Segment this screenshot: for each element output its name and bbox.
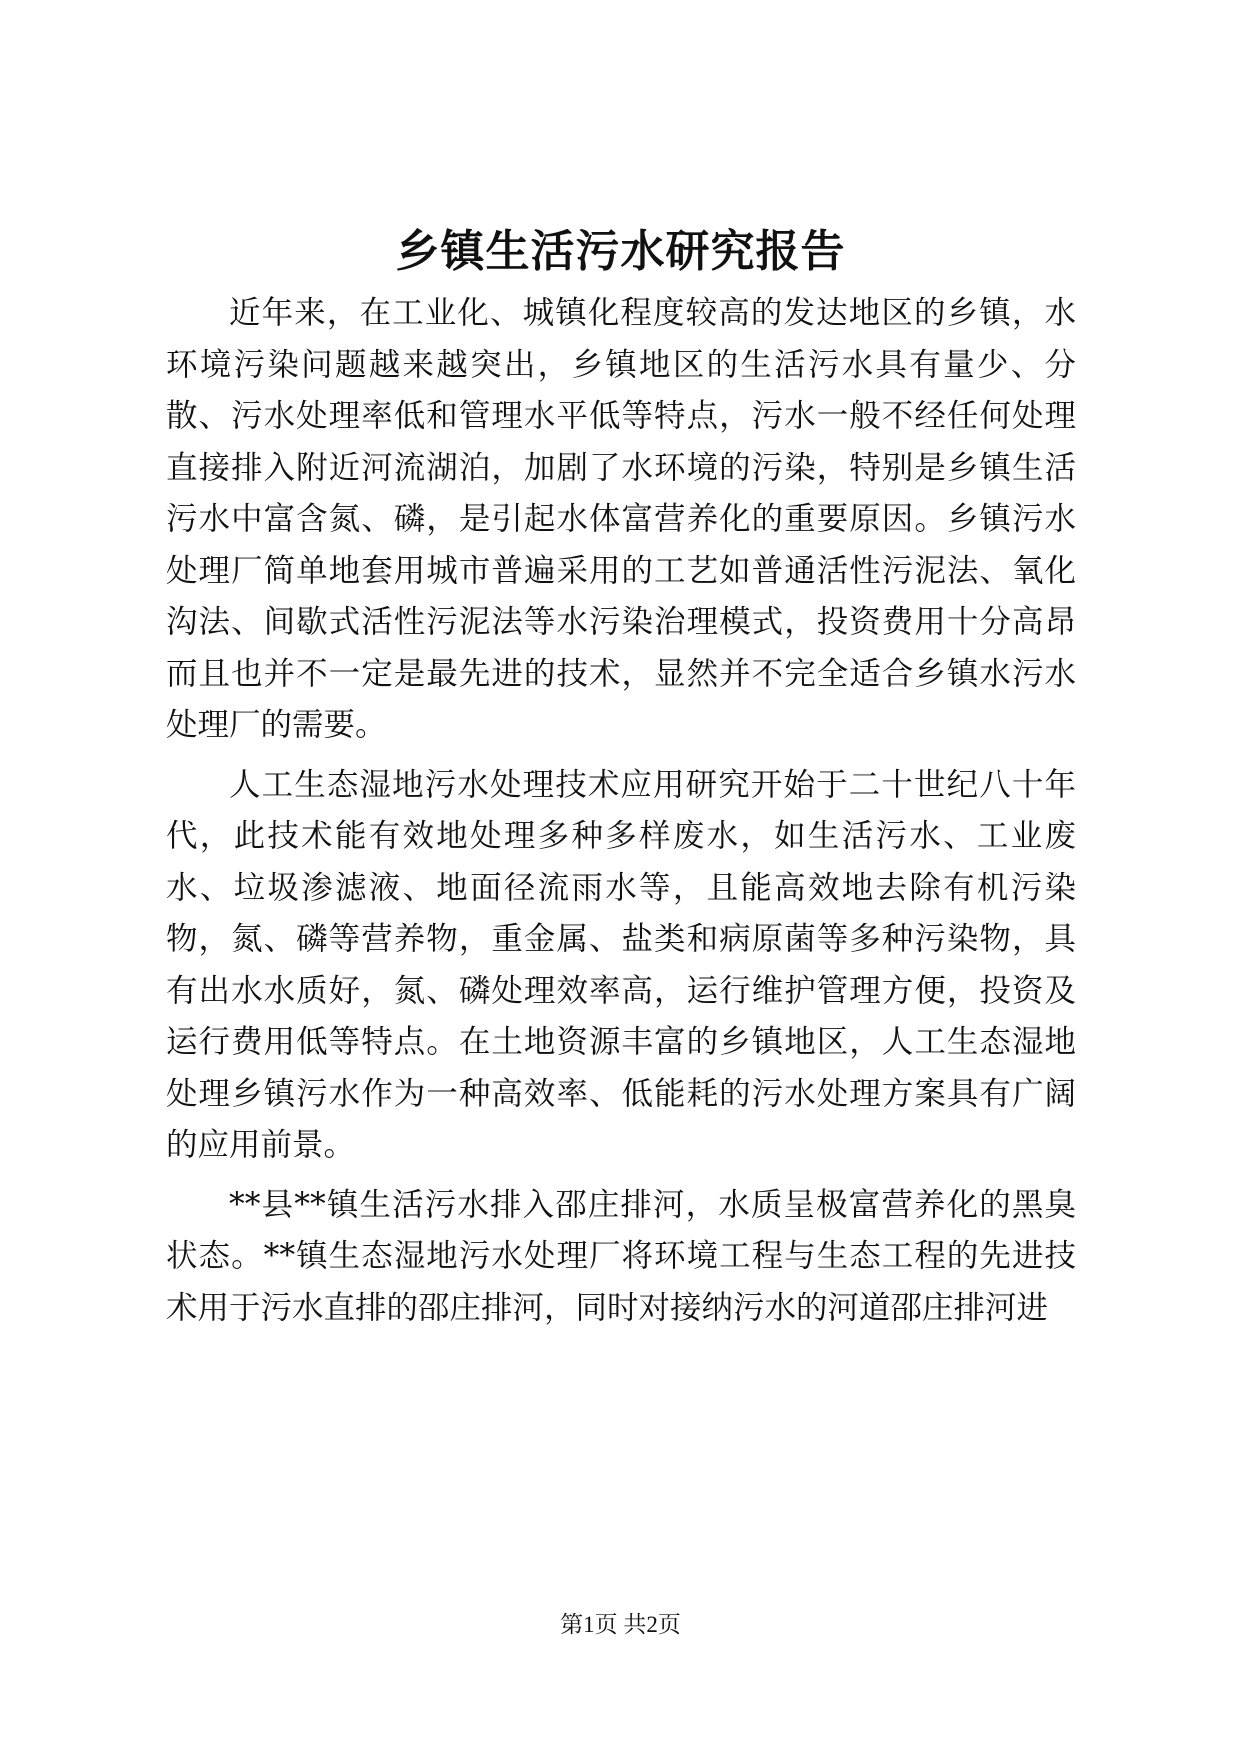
document-body (166, 288, 1076, 1342)
document-title: 乡镇生活污水研究报告 (395, 226, 846, 277)
paragraph-3: **县**镇生活污水排入邵庄排河，水质呈极富营养化的黑臭状态。**镇生态湿地污水处理厂将环境工程与生态工程的先进技术用于污水直排的邵庄排河，同时对接纳污水的河道邵庄排河进 (166, 1186, 1076, 1326)
page-footer: 第1页 共2页 (560, 1612, 681, 1637)
paragraph-2: 人工生态湿地污水处理技术应用研究开始于二十世纪八十年代，此技术能有效地处理多种多样废水，如生活污水、工业废水、垃圾渗滤液、地面径流雨水等，且能高效地去除有机污染物，氮、磷等营养物，重金属、盐类和病原菌等多种污染物，具有出水水质好，氮、磷处理效率高，运行维护管理方便，投资及运行费用低等特点。在土地资源丰富的乡镇地区，人工生态湿地处理乡镇污水作为一种高效率、低能耗的污水处理方案具有广阔的应用前景。 (166, 766, 1076, 1163)
paragraph-1: 近年来，在工业化、城镇化程度较高的发达地区的乡镇，水环境污染问题越来越突出，乡镇地区的生活污水具有量少、分散、污水处理率低和管理水平低等特点，污水一般不经任何处理直接排入附近河流湖泊，加剧了水环境的污染，特别是乡镇生活污水中富含氮、磷，是引起水体富营养化的重要原因。乡镇污水处理厂简单地套用城市普遍采用的工艺如普通活性污泥法、氧化沟法、间歇式活性污泥法等水污染治理模式，投资费用十分高昂而且也并不一定是最先进的技术，显然并不完全适合乡镇水污水处理厂的需要。 (166, 295, 1076, 743)
